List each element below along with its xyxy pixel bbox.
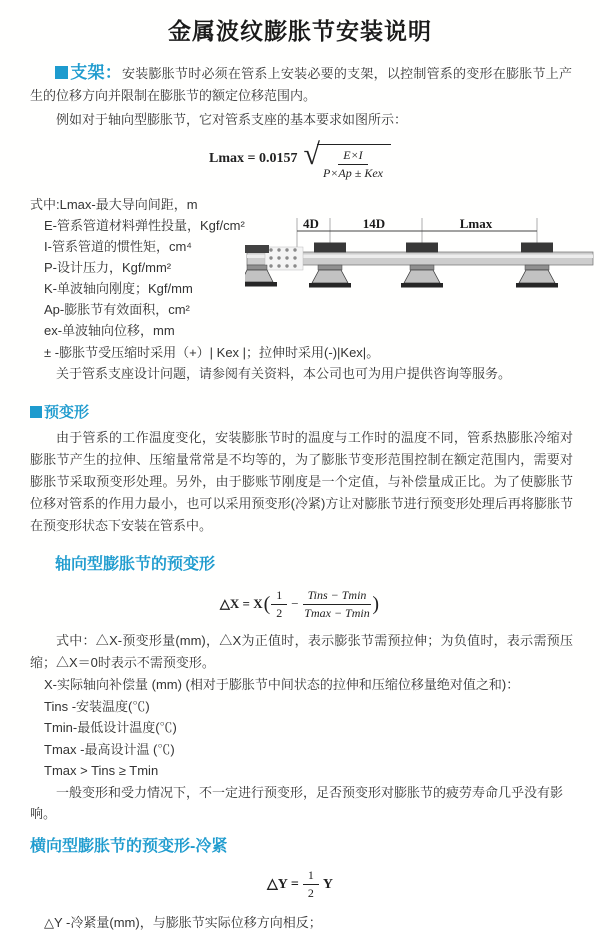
open-paren: ( bbox=[263, 592, 271, 615]
fraction-denominator: 2 bbox=[307, 886, 314, 900]
dim-label-14d: 14D bbox=[362, 216, 386, 231]
support-example-text: 例如对于轴向型膨胀节，它对管系支座的基本要求如图所示： bbox=[56, 112, 408, 127]
axial-explain-text: 式中：△X-预变形量(mm)，△X为正值时，表示膨张节需预拉伸；为负值时，表示需预压缩；△X＝0时表示不需预变形。 bbox=[30, 633, 573, 670]
var-line: E-管系管道材料弹性投量，Kgf/cm² bbox=[44, 218, 245, 233]
support-section-heading: 支架： bbox=[70, 63, 122, 82]
def-line: Tmin-最低设计温度(℃) bbox=[44, 720, 177, 735]
lateral-preform-formula bbox=[0, 868, 600, 902]
lateral-formula-lhs: △Y = bbox=[267, 877, 299, 892]
var-line: P-设计压力，Kgf/mm² bbox=[44, 260, 172, 275]
var-line: I-管系管道的惯性矩，cm⁴ bbox=[44, 239, 192, 254]
fraction-denominator: 2 bbox=[276, 605, 283, 620]
page-title: 金属波纹膨胀节安装说明 bbox=[168, 18, 432, 44]
predeform-section-heading: 预变形 bbox=[30, 401, 600, 422]
section-marker-icon bbox=[55, 66, 68, 79]
close-paren: ) bbox=[372, 592, 380, 615]
variables-and-diagram bbox=[0, 194, 600, 341]
var-line: ex-单波轴向位移，mm bbox=[44, 323, 175, 338]
fraction-numerator: Tins − Tmin bbox=[303, 588, 372, 605]
bellows bbox=[265, 247, 303, 270]
lmax-fraction-denominator: P×Ap ± Kex bbox=[322, 166, 383, 180]
var-line: 式中:Lmax-最大导向间距，m bbox=[30, 197, 198, 212]
def-line: X-实际轴向补偿量 (mm) (相对于膨胀节中间状态的拉伸和压缩位移量绝对值之和)： bbox=[44, 677, 520, 692]
lateral-formula-rhs: Y bbox=[322, 876, 333, 892]
axial-formula-lhs: △X = X bbox=[219, 596, 263, 611]
half-fraction bbox=[271, 588, 287, 621]
lmax-fraction-numerator: E×I bbox=[338, 148, 367, 165]
dim-label-lmax: Lmax bbox=[459, 216, 493, 231]
var-line: K-单波轴向刚度；Kgf/mm bbox=[44, 281, 193, 296]
pipe-support-diagram bbox=[245, 216, 595, 316]
support-paragraph bbox=[30, 62, 572, 107]
def-line: Tins -安装温度(℃) bbox=[44, 698, 150, 714]
dim-label-4d: 4D bbox=[303, 216, 319, 231]
sqrt-radical bbox=[304, 137, 391, 181]
axial-note-text: 一般变形和受力情况下，不一定进行预变形，足否预变形对膨胀节的疲劳寿命几乎没有影响。 bbox=[30, 784, 564, 821]
axial-preform-formula bbox=[0, 586, 600, 622]
lmax-formula bbox=[0, 138, 600, 180]
def-line: Tmax > Tins ≥ Tmin bbox=[44, 763, 159, 778]
predeform-body-text: 由于管系的工作温度变化，安装膨胀节时的温度与工作时的温度不同，管系热膨胀冷缩对膨胀节产生的拉伸、压缩量常常是不均等的，为了膨胀节变形范围控制在额定范围内，需要对膨胀节采取预变形处理。另外，由于膨账节刚度是一个定值，与补偿量成正比。为了使膨胀节位移对管系的作用力最小，也可以采用预变形(冷紧)方让对膨胀节进行预变形处理后再将膨胀节在预变形状态下安装在管系中。 bbox=[30, 430, 573, 533]
lateral-explain-text: △Y -冷紧量(mm)，与膨胀节实际位移方向相反； bbox=[44, 914, 322, 930]
service-note-text: 关于管系支座设计问题，请参阅有关资料，本公司也可为用户提供咨询等服务。 bbox=[56, 366, 512, 381]
fraction-denominator: Tmax − Tmin bbox=[304, 605, 370, 620]
var-line: Ap-膨胀节有效面积，cm² bbox=[44, 302, 190, 317]
axial-subheading: 轴向型膨胀节的预变形 bbox=[55, 556, 216, 573]
lateral-subheading: 横向型膨胀节的预变形-冷紧 bbox=[30, 837, 228, 855]
fraction-numerator: 1 bbox=[271, 588, 287, 605]
fraction-numerator: 1 bbox=[303, 868, 319, 885]
radicand bbox=[317, 144, 391, 181]
support-intro-text: 安装膨胀节时必须在管系上安装必要的支架，以控制管系的变形在膨胀节上产生的位移方向并限制在膨胀节的额定位移范围内。 bbox=[30, 66, 572, 103]
lmax-fraction bbox=[323, 148, 383, 181]
lmax-formula-lhs: Lmax = 0.0157 bbox=[209, 151, 298, 166]
temperature-fraction bbox=[303, 588, 372, 621]
radical-sign: √ bbox=[303, 138, 320, 171]
def-line: Tmax -最高设计温 (℃) bbox=[44, 741, 175, 757]
half-fraction bbox=[303, 868, 319, 901]
sign-note-text: ± -膨胀节受压缩时采用（+）| Kex |；拉伸时采用(-)|Kex|。 bbox=[44, 345, 380, 360]
section-marker-icon bbox=[30, 406, 42, 418]
minus-sign: − bbox=[291, 596, 299, 611]
